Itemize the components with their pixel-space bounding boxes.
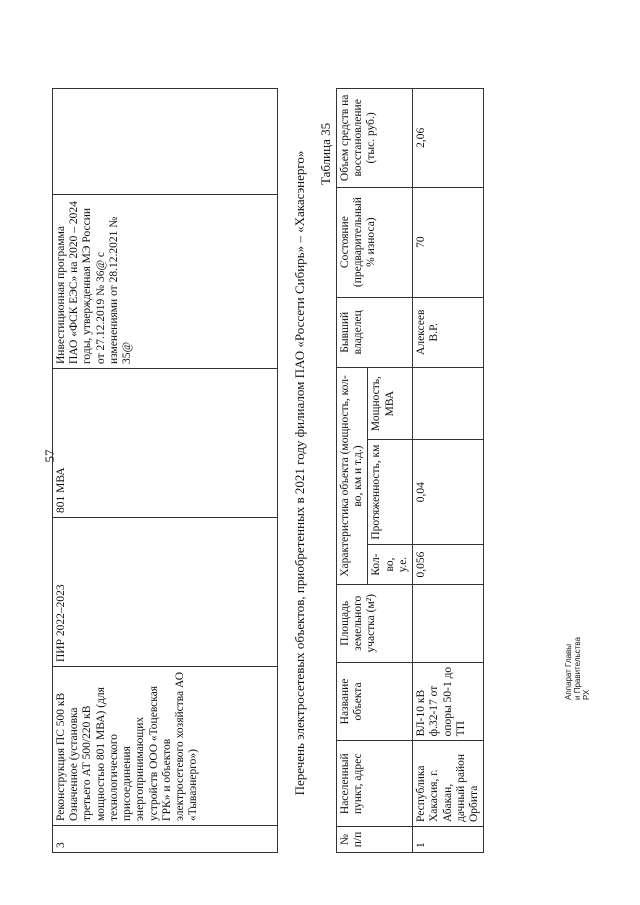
header-locality: Населенный пункт, адрес [337,741,413,827]
program-cell: Инвестиционная программа ПАО «ФСК ЕЭС» на 2020 – 2024 годы, утвержденная МЭ России от 27.12.2019 № 36@ с изменениями от 28.12.2021 № 35@ [53,195,278,369]
cell-land-area [413,584,484,662]
empty-cell [53,89,278,195]
table-row [413,89,484,853]
header-characteristics: Характеристика объекта (мощность, кол-во, км и т.д.) [337,368,368,585]
header-condition: Состояние (предварительный % износа) [337,187,413,297]
stamp-line-2: и Правительства РХ [572,637,591,700]
capacity-cell: 801 МВА [53,369,278,518]
header-funds: Объем средств на восстановление (тыс. руб.) [337,89,413,188]
page-number: 57 [42,449,57,463]
header-object-name: Название объекта [337,662,413,741]
cell-former-owner: Алексеев В.Р. [413,297,484,367]
header-power: Мощность, МВА [368,368,413,440]
header-count: Кол-во, у.е. [368,545,413,585]
cell-object-name: ВЛ-10 кВ ф.32-17 от опоры 50-1 до ТП [413,662,484,741]
header-land-area: Площадь земельного участка (м²) [337,584,413,662]
row-number: 3 [53,826,278,853]
table-row [53,89,278,853]
table-label: Таблица 35 [318,122,333,185]
cell-count: 0,056 [413,545,484,585]
cell-condition: 70 [413,187,484,297]
cell-num: 1 [413,827,484,853]
cell-power [413,368,484,440]
period-cell: ПИР 2022–2023 [53,518,278,667]
header-length: Протяженность, км [368,440,413,545]
cell-locality: Республика Хакасия, г. Абакан, дачный район Орбита [413,741,484,827]
header-row [337,89,368,853]
cell-length: 0,04 [413,440,484,545]
section-heading: Перечень электросетевых объектов, приобретенных в 2021 году филиалом ПАО «Россети Сибирь» – «Хакасэнерго» [292,150,307,796]
object-description: Реконструкция ПС 500 кВ Означенное (установка третьего АТ 500/220 кВ мощностью 801 МВА) (для технологического присоединения энергопринимающих устройств ООО «Тоцевская ГРК» и объектов электросетевого хозяйства АО «Тываэнерго») [53,667,278,826]
acquired-objects-table [336,88,484,853]
investment-table [52,88,278,853]
stamp-line-1: Аппарат Главы [564,643,573,700]
header-former-owner: Бывший владелец [337,297,413,367]
header-num: № п/п [337,827,413,853]
official-stamp [565,625,591,700]
cell-funds: 2,06 [413,89,484,188]
